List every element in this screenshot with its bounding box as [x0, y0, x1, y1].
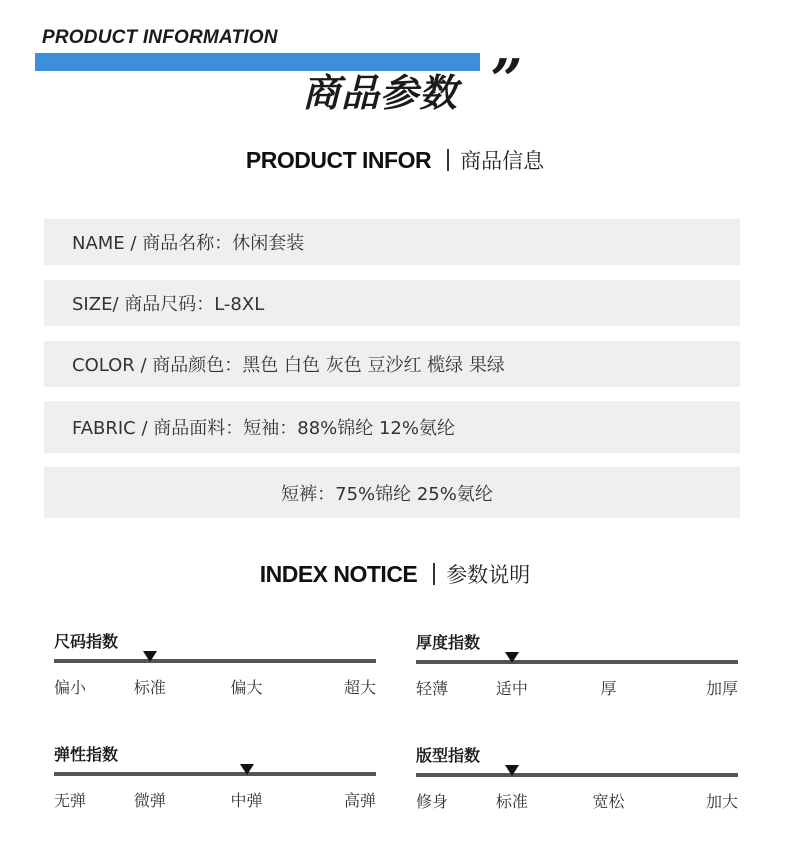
index-scale: [416, 743, 738, 815]
index-label: 标准: [133, 678, 166, 697]
info-row-text: NAME / 商品名称：休闲套装: [72, 233, 305, 254]
index-labels: [416, 676, 738, 696]
section-heading-index: [0, 559, 790, 589]
index-title: 厚度指数: [416, 633, 481, 652]
section-heading-cn: 商品信息: [460, 149, 545, 173]
index-label: 偏大: [230, 678, 263, 697]
index-marker-icon: [505, 765, 519, 776]
info-row-text: SIZE/ 商品尺码：L-8XL: [72, 294, 265, 315]
info-row-fabric-shorts: [44, 467, 740, 518]
index-label: 轻薄: [416, 679, 449, 698]
index-label: 中弹: [230, 791, 263, 810]
info-row-fabric: [44, 401, 740, 453]
index-scale: [54, 742, 376, 814]
section-heading-cn: 参数说明: [446, 563, 531, 587]
index-track: [416, 773, 738, 777]
header-cn-title: 商品参数: [302, 71, 459, 115]
section-heading-info: [0, 145, 790, 175]
index-marker-icon: [505, 652, 519, 663]
index-title: 弹性指数: [54, 745, 119, 764]
index-label: 加大: [706, 792, 739, 811]
index-title: 版型指数: [416, 746, 481, 765]
index-label: 适中: [495, 679, 528, 698]
index-label: 偏小: [54, 678, 87, 697]
index-track: [54, 659, 376, 663]
info-row-text: 短裤：75%锦纶 25%氨纶: [281, 483, 493, 505]
section-divider: [447, 149, 449, 171]
index-label: 超大: [344, 678, 377, 697]
index-labels: [54, 675, 376, 695]
index-marker-icon: [143, 651, 157, 662]
index-track: [416, 660, 738, 664]
index-scale: [54, 629, 376, 701]
section-heading-en: PRODUCT INFOR: [245, 146, 432, 173]
info-row-text: FABRIC / 商品面料：短袖：88%锦纶 12%氨纶: [72, 418, 455, 439]
index-labels: [416, 789, 738, 809]
index-label: 高弹: [344, 791, 377, 810]
index-label: 修身: [416, 792, 449, 811]
index-track: [54, 772, 376, 776]
section-heading-en: INDEX NOTICE: [259, 560, 418, 587]
index-labels: [54, 788, 376, 808]
index-label: 加厚: [706, 679, 739, 698]
info-row-name: [44, 219, 740, 265]
info-row-text: COLOR / 商品颜色：黑色 白色 灰色 豆沙红 榄绿 果绿: [72, 355, 505, 376]
quote-mark-icon: ”: [482, 47, 527, 113]
index-scale: [416, 630, 738, 702]
index-label: 无弹: [54, 791, 87, 810]
header-en-title: PRODUCT INFORMATION: [42, 27, 278, 48]
index-marker-icon: [240, 764, 254, 775]
info-row-size: [44, 280, 740, 326]
index-label: 微弹: [133, 791, 166, 810]
index-label: 宽松: [592, 792, 625, 811]
info-row-color: [44, 341, 740, 387]
index-label: 标准: [495, 792, 528, 811]
index-label: 厚: [600, 679, 617, 698]
section-divider: [433, 563, 435, 585]
index-title: 尺码指数: [54, 632, 119, 651]
